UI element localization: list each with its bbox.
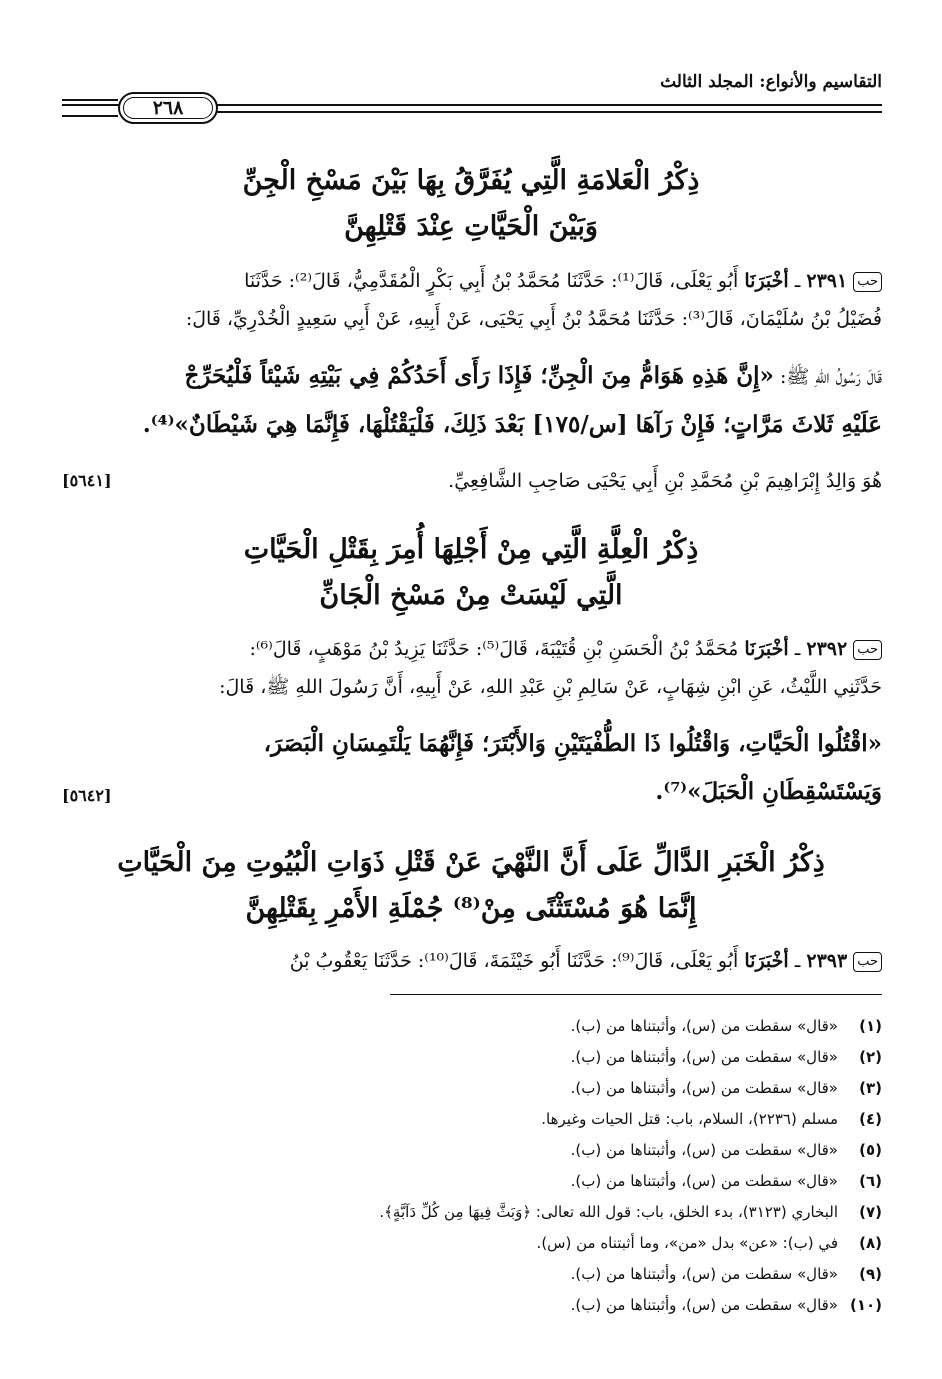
matn-line: «اقْتُلُوا الْحَيَّاتِ، وَاقْتُلُوا ذَا الطُّفْيَتَيْنِ وَالأَبْتَرَ؛ فَإِنَّهُمَا يَلْتَمِسَانِ الْبَصَرَ، xyxy=(263,730,882,757)
footnote-number: (١) xyxy=(859,1017,882,1035)
heading-line: ذِكْرُ الْخَبَرِ الدَّالِّ عَلَى أَنَّ النَّهْيَ عَنْ قَتْلِ ذَوَاتِ الْبُيُوتِ مِنَ الْحَيَّاتِ xyxy=(117,847,825,878)
isnad-text: أَبُو يَعْلَى، قَالَ⁽¹⁾: حَدَّثَنَا مُحَمَّدُ بْنُ أَبِي بَكْرٍ الْمُقَدَّمِيُّ، قَالَ⁽²⁾: حَدَّثَنَا xyxy=(244,270,739,292)
footnote xyxy=(62,1104,882,1135)
hadith-badge: حب xyxy=(853,272,882,292)
heading-line: وَبَيْنَ الْحَيَّاتِ عِنْدَ قَتْلِهِنَّ xyxy=(344,211,598,242)
footnote-text: «قال» سقطت من (س)، وأثبتناها من (ب). xyxy=(570,1017,838,1035)
hadith-2393-isnad xyxy=(62,942,882,980)
hadith-2392-isnad xyxy=(62,630,882,706)
footnote-text: «قال» سقطت من (س)، وأثبتناها من (ب). xyxy=(570,1048,838,1066)
footnote-text: في (ب): «عن» بدل «من»، وما أثبتناه من (س). xyxy=(536,1234,838,1252)
hadith-2391-isnad xyxy=(62,262,882,338)
heading-line: ذِكْرُ الْعَلامَةِ الَّتِي يُفَرَّقُ بِهَا بَيْنَ مَسْخِ الْجِنِّ xyxy=(242,165,700,196)
footnote-text: «قال» سقطت من (س)، وأثبتناها من (ب). xyxy=(570,1079,838,1097)
isnad-line: حب٢٣٩١ ـ أخْبَرَنَا أَبُو يَعْلَى، قَالَ⁽¹⁾: حَدَّثَنَا مُحَمَّدُ بْنُ أَبِي بَكْرٍ الْمُقَدَّمِيُّ، قَالَ⁽²⁾: حَدَّثَنَا xyxy=(62,262,882,300)
footnote-text: «قال» سقطت من (س)، وأثبتناها من (ب). xyxy=(570,1265,838,1283)
hadith-2391-matn xyxy=(62,352,882,449)
footnote xyxy=(62,1197,882,1228)
isnad-line: حَدَّثَنِي اللَّيْثُ، عَنِ ابْنِ شِهَابٍ، عَنْ سَالِمِ بْنِ عَبْدِ اللهِ، عَنْ أَبِيهِ، أَنَّ رَسُولَ اللهِ ﷺ، قَالَ: xyxy=(219,676,882,698)
hadith-number: ٢٣٩٢ xyxy=(806,638,848,660)
footnote xyxy=(62,1259,882,1290)
matn-text: «إِنَّ هَذِهِ هَوَامُّ مِنَ الْجِنِّ؛ فَإِذَا رَأَى أَحَدُكُمْ فِي بَيْتِهِ شَيْئاً فَلْيُحَرِّجْ xyxy=(184,362,774,389)
matn-line: عَلَيْهِ ثَلاثَ مَرَّاتٍ؛ فَإِنْ رَآهَا [س/١٧٥] بَعْدَ ذَلِكَ، فَلْيَقْتُلْهَا، فَإِنَّمَا هِيَ شَيْطَانٌ»⁽⁴⁾. xyxy=(142,411,882,438)
footnote xyxy=(62,1166,882,1197)
footnote-number: (٦) xyxy=(859,1172,882,1190)
header-rule-lower xyxy=(214,111,882,113)
matn-line: وَيَسْتَسْقِطَانِ الْحَبَلَ»⁽⁷⁾. xyxy=(655,778,882,805)
matn-line xyxy=(62,352,882,401)
footnote-number: (٢) xyxy=(859,1048,882,1066)
footnote-text: البخاري (٣١٢٣)، بدء الخلق، باب: قول الله تعالى: ﴿وَبَثَّ فِيهَا مِن كُلِّ دَآبَّةٍ﴾. xyxy=(379,1203,838,1221)
footnote-text: «قال» سقطت من (س)، وأثبتناها من (ب). xyxy=(570,1296,838,1314)
footnote-number: (٥) xyxy=(859,1141,882,1159)
akhbarana-word: أخْبَرَنَا xyxy=(744,638,789,660)
footnote-text: «قال» سقطت من (س)، وأثبتناها من (ب). xyxy=(570,1172,838,1190)
footnote-text: مسلم (٢٢٣٦)، السلام، باب: قتل الحيات وغيرها. xyxy=(541,1110,838,1128)
section-heading-1 xyxy=(60,158,882,250)
matn-intro: قَالَ رَسُولُ اللهِ ﷺ: xyxy=(779,366,882,388)
isnad-line: حب٢٣٩٣ ـ أخْبَرَنَا أَبُو يَعْلَى، قَالَ⁽⁹⁾: حَدَّثَنَا أَبُو خَيْثَمَةَ، قَالَ⁽¹⁰⁾: حَدَّثَنَا يَعْقُوبُ بْنُ xyxy=(62,942,882,980)
hadith-2392-matn xyxy=(62,720,882,816)
section-heading-2 xyxy=(60,527,882,619)
hadith-number: ٢٣٩٣ xyxy=(806,950,848,972)
hadith-2391-note xyxy=(62,462,882,500)
footnote-number: (١٠) xyxy=(849,1296,882,1314)
footnote xyxy=(62,1011,882,1042)
footnote-number: (٤) xyxy=(859,1110,882,1128)
isnad-text: مُحَمَّدُ بْنُ الْحَسَنِ بْنِ قُتَيْبَةَ، قَالَ⁽⁵⁾: حَدَّثَنَا يَزِيدُ بْنُ مَوْهَبٍ، قَالَ⁽⁶⁾: xyxy=(249,638,739,660)
footnote-number: (٨) xyxy=(859,1234,882,1252)
page-number: ٢٦٨ xyxy=(152,97,184,119)
footnote xyxy=(62,1042,882,1073)
footnotes xyxy=(62,1011,882,1321)
footnote-number: (٧) xyxy=(859,1203,882,1221)
heading-line: إِنَّمَا هُوَ مُسْتَثْنًى مِنْ⁽⁸⁾ جُمْلَةِ الأَمْرِ بِقَتْلِهِنَّ xyxy=(245,893,697,924)
heading-line: الَّتِي لَيْسَتْ مِنْ مَسْخِ الْجَانِّ xyxy=(319,580,623,611)
hadith-reference: [٥٦٤٢] xyxy=(62,786,112,805)
footnote xyxy=(62,1135,882,1166)
hadith-badge: حب xyxy=(853,952,882,972)
akhbarana-word: أخْبَرَنَا xyxy=(744,950,789,972)
page-number-frame xyxy=(118,92,218,124)
footnote xyxy=(62,1228,882,1259)
hadith-note: هُوَ وَالِدُ إِبْرَاهِيمَ بْنِ مُحَمَّدِ بْنِ أَبِي يَحْيَى صَاحِبِ الشَّافِعِيِّ. xyxy=(448,470,882,492)
footnote-text: «قال» سقطت من (س)، وأثبتناها من (ب). xyxy=(570,1141,838,1159)
footnote xyxy=(62,1290,882,1321)
hadith-number: ٢٣٩١ xyxy=(806,270,848,292)
section-heading-3 xyxy=(60,840,882,932)
isnad-text: أَبُو يَعْلَى، قَالَ⁽⁹⁾: حَدَّثَنَا أَبُو خَيْثَمَةَ، قَالَ⁽¹⁰⁾: حَدَّثَنَا يَعْقُوبُ بْنُ xyxy=(289,950,739,972)
isnad-line: فُضَيْلُ بْنُ سُلَيْمَانَ، قَالَ⁽³⁾: حَدَّثَنَا مُحَمَّدُ بْنُ أَبِي يَحْيَى، عَنْ أَبِيهِ، عَنْ أَبِي سَعِيدٍ الْخُدْرِيِّ، قَالَ: xyxy=(185,308,882,330)
footnote-number: (٣) xyxy=(859,1079,882,1097)
isnad-line: حب٢٣٩٢ ـ أخْبَرَنَا مُحَمَّدُ بْنُ الْحَسَنِ بْنِ قُتَيْبَةَ، قَالَ⁽⁵⁾: حَدَّثَنَا يَزِيدُ بْنُ مَوْهَبٍ، قَالَ⁽⁶⁾: xyxy=(62,630,882,668)
akhbarana-word: أخْبَرَنَا xyxy=(744,270,789,292)
hadith-reference: [٥٦٤١] xyxy=(62,471,112,490)
header-ornament-left xyxy=(62,99,118,117)
footnote xyxy=(62,1073,882,1104)
footnote-number: (٩) xyxy=(859,1265,882,1283)
heading-line: ذِكْرُ الْعِلَّةِ الَّتِي مِنْ أَجْلِهَا أُمِرَ بِقَتْلِ الْحَيَّاتِ xyxy=(243,534,699,565)
hadith-badge: حب xyxy=(853,640,882,660)
footnote-rule xyxy=(390,994,882,995)
running-title: التقاسيم والأنواع: المجلد الثالث xyxy=(660,72,882,92)
